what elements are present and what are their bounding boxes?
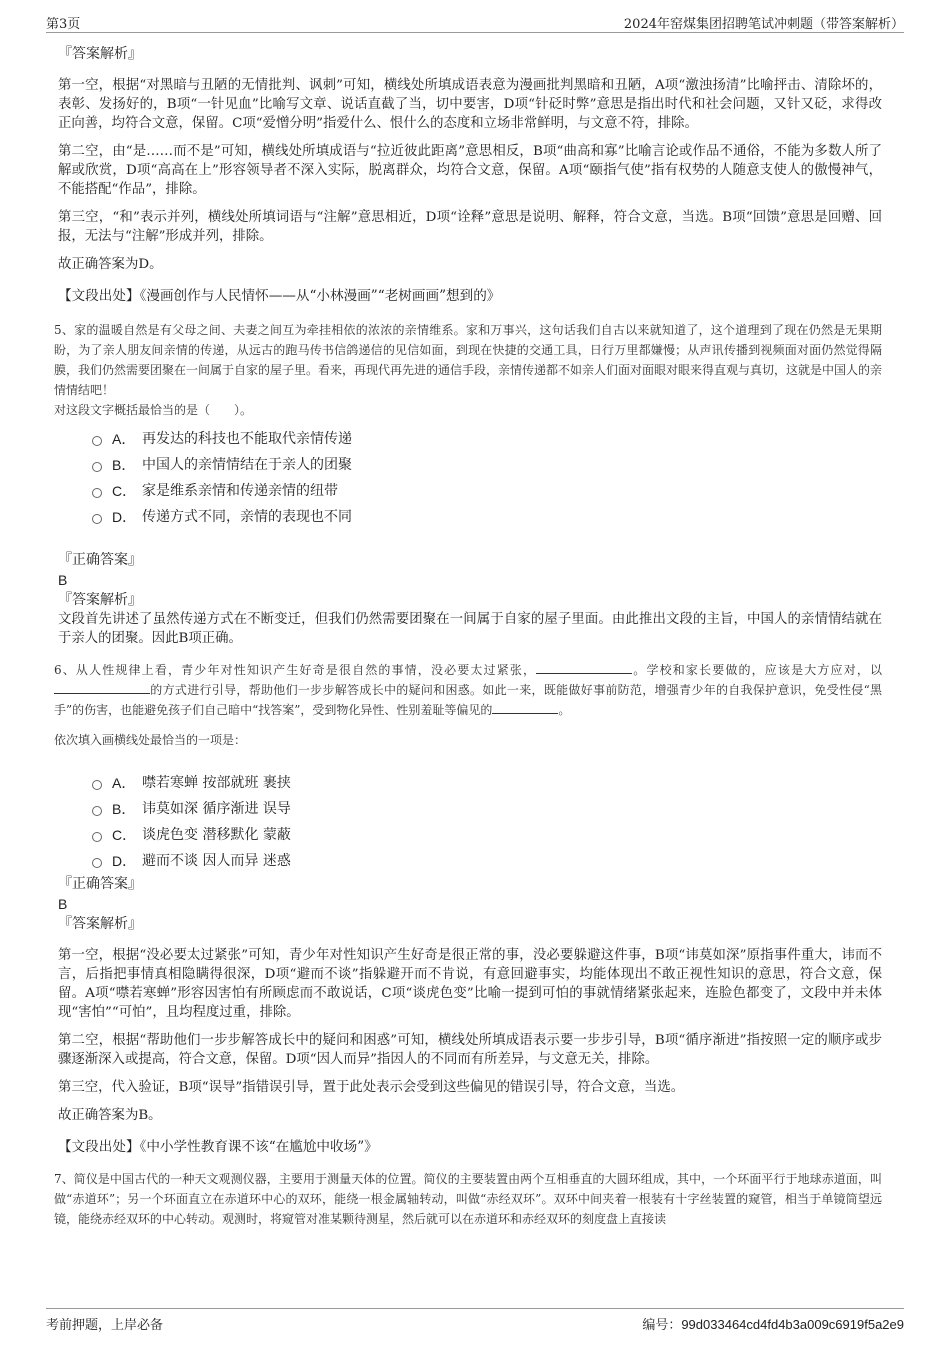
options-list (92, 770, 882, 874)
question-passage: 7、简仪是中国古代的一种天文观测仪器，主要用于测量天体的位置。简仪的主要装置由两个互相垂直的大圆环组成，其中，一个环面平行于地球赤道面，叫做“赤道环”；另一个环面直立在赤道环中心的双环，能绕一根金属轴转动，叫做“赤经双环”。双环中间夹着一根装有十字丝装置的窥管，相当于单镜筒望远镜，能绕赤经双环的中心转动。观测时，将窥管对准某颗待测星，然后就可以在赤道环和赤经双环的刻度盘上直接读 (54, 1172, 882, 1226)
radio-button[interactable] (92, 806, 102, 816)
option-d[interactable]: D． 传递方式不同，亲情的表现也不同 (92, 504, 882, 530)
analysis-label: 『答案解析』 (58, 46, 142, 62)
question-5 (54, 320, 882, 530)
radio-button[interactable] (92, 780, 102, 790)
analysis-paragraph: 第二空，根据“帮助他们一步步解答成长中的疑问和困惑”可知，横线处所填成语表示要一步步引导，B项“循序渐进”指按照一定的顺序或步骤逐渐深入或提高，符合文意，保留。D项“因人而异”指因人的不同而有所差异，与文意无关，排除。 (58, 1033, 882, 1067)
footer-slogan: 考前押题，上岸必备 (46, 1318, 164, 1333)
radio-button[interactable] (92, 462, 102, 472)
option-c[interactable]: C． 谈虎色变 潜移默化 蒙蔽 (92, 822, 882, 848)
analysis-label: 『答案解析』 (58, 916, 142, 932)
option-d[interactable]: D． 避而不谈 因人而异 迷惑 (92, 848, 882, 874)
correct-answer: B (58, 896, 68, 912)
analysis-paragraph: 第一空，根据“没必要太过紧张”可知，青少年对性知识产生好奇是很正常的事，没必要躲避这件事，B项“讳莫如深”原指事件重大，讳而不言，后指把事情真相隐瞒得很深，D项“避而不谈”指躲避开而不肯说，有意回避事实，均能体现出不敢正视性知识的意思，符合文意，保留。A项“噤若寒蝉”形容因害怕有所顾虑而不敢说话，C项“谈虎色变”比喻一提到可怕的事就情绪紧张起来，连脸色都变了，文段中并未体现“害怕”“可怕”，且均程度过重，排除。 (58, 948, 882, 1020)
radio-button[interactable] (92, 514, 102, 524)
fill-blank (536, 661, 632, 674)
page-number: 第3页 (46, 17, 81, 32)
analysis-paragraph: 第三空，代入验证，B项“误导”指错误引导，置于此处表示会受到这些偏见的错误引导，符合文意，当选。 (58, 1080, 685, 1095)
question-prompt: 对这段文字概括最恰当的是（ ）。 (54, 403, 253, 417)
question-prompt: 依次填入画横线处最恰当的一项是： (54, 733, 247, 747)
passage-source: 【文段出处】《漫画创作与人民情怀——从“小林漫画”“老树画画”想到的》 (58, 288, 501, 304)
analysis-label: 『答案解析』 (58, 592, 142, 608)
correct-answer-label: 『正确答案』 (58, 876, 142, 892)
page-header (46, 10, 904, 33)
analysis-conclusion: 故正确答案为B。 (58, 1108, 162, 1123)
analysis-paragraph: 第三空，“和”表示并列，横线处所填词语与“注解”意思相近，D项“诠释”意思是说明、解释，符合文意，当选。B项“回馈”意思是回赠、回报，无法与“注解”形成并列，排除。 (58, 210, 882, 244)
passage-source: 【文段出处】《中小学性教育课不该“在尴尬中收场”》 (58, 1139, 378, 1155)
document-code: 编号：99d033464cd4fd4b3a009c6919f5a2e9 (642, 1317, 904, 1333)
analysis-conclusion: 故正确答案为D。 (58, 257, 163, 272)
option-a[interactable]: A． 再发达的科技也不能取代亲情传递 (92, 426, 882, 452)
page-footer (46, 1308, 904, 1335)
document-body (54, 44, 883, 1229)
question-6 (54, 660, 882, 874)
radio-button[interactable] (92, 488, 102, 498)
analysis-paragraph: 第二空，由“是……而不是”可知，横线处所填成语与“拉近彼此距离”意思相反，B项“曲高和寡”比喻言论或作品不通俗，不能为多数人所了解或欣赏，D项“高高在上”形容领导者不深入实际，脱离群众，均符合文意，保留。A项“颐指气使”指有权势的人随意支使人的傲慢神气，不能搭配“作品”，排除。 (58, 144, 882, 197)
analysis-paragraph: 第一空，根据“对黑暗与丑陋的无情批判、讽刺”可知，横线处所填成语表意为漫画批判黑暗和丑陋，A项“激浊扬清”比喻抨击、清除坏的，表彰、发扬好的，B项“一针见血”比喻写文章、说话直截了当，切中要害，D项“针砭时弊”意思是指出时代和社会问题，又针又砭，求得改正向善，均符合文意，保留。C项“爱憎分明”指爱什么、恨什么的态度和立场非常鲜明，与文意不符，排除。 (58, 78, 882, 131)
analysis-paragraph: 文段首先讲述了虽然传递方式在不断变迁，但我们仍然需要团聚在一间属于自家的屋子里面。由此推出文段的主旨，中国人的亲情情结就在于亲人的团聚。因此B项正确。 (58, 612, 882, 646)
radio-button[interactable] (92, 832, 102, 842)
option-b[interactable]: B． 中国人的亲情情结在于亲人的团聚 (92, 452, 882, 478)
option-b[interactable]: B． 讳莫如深 循序渐进 误导 (92, 796, 882, 822)
fill-blank (492, 701, 558, 714)
fill-blank (54, 681, 150, 694)
radio-button[interactable] (92, 436, 102, 446)
correct-answer-label: 『正确答案』 (58, 552, 142, 568)
document-title: 2024年窑煤集团招聘笔试冲刺题（带答案解析） (623, 17, 904, 32)
option-c[interactable]: C． 家是维系亲情和传递亲情的纽带 (92, 478, 882, 504)
correct-answer: B (58, 572, 68, 588)
options-list (92, 426, 882, 530)
radio-button[interactable] (92, 858, 102, 868)
question-passage: 5、家的温暖自然是有父母之间、夫妻之间互为牵挂相依的浓浓的亲情维系。家和万事兴，这句话我们自古以来就知道了，这个道理到了现在仍然是无果期盼，为了亲人朋友间亲情的传递，从远古的跑马传书信鸽递信的见信如面，到现在快捷的交通工具，日行万里都嫌慢；从声讯传播到视频面对面仍然觉得隔膜，我们仍然需要团聚在一间属于自家的屋子里。看来，再现代再先进的通信手段，亲情传递都不如亲人们面对面眼对眼来得直观与真切，这就是中国人的亲情情结吧！ (54, 323, 883, 397)
option-a[interactable]: A． 噤若寒蝉 按部就班 裹挟 (92, 770, 882, 796)
question-passage: 6、从人性规律上看，青少年对性知识产生好奇是很自然的事情，没必要太过紧张， 。学校和家长要做的，应该是大方应对，以的方式进行引导，帮助他们一步步解答成长中的疑问和困惑。如此一来，既能做好事前防范，增强青少年的自我保护意识，免受性侵“黑手”的伤害，也能避免孩子们自己暗中“找答案”，受到物化异性、性别羞耻等偏见的 。 (54, 663, 882, 717)
question-7 (54, 1169, 882, 1229)
